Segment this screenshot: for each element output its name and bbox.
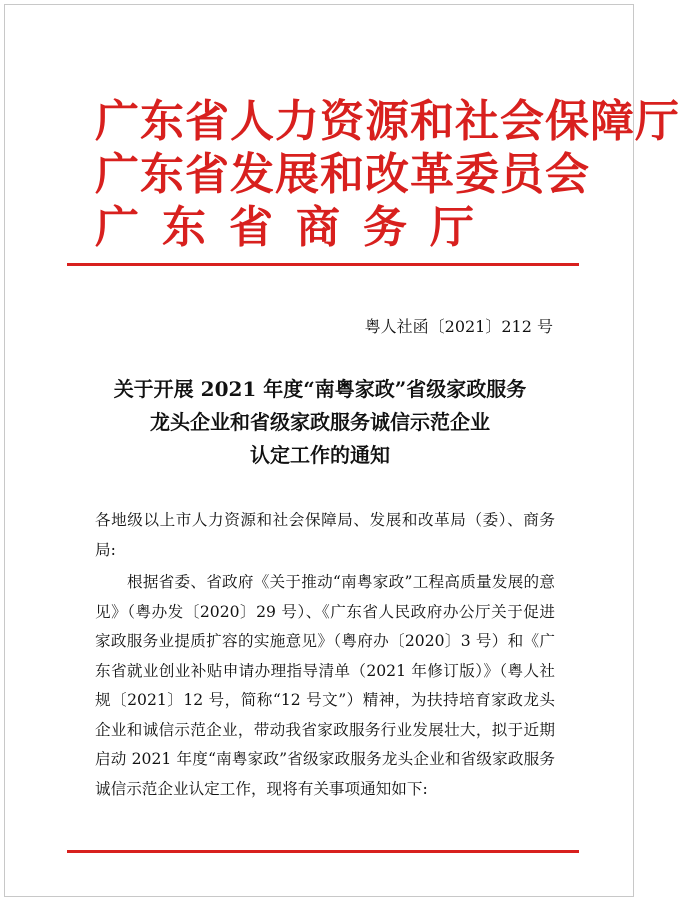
notice-title-line-3: 认定工作的通知 (250, 443, 390, 467)
red-separator-bottom (67, 850, 579, 853)
document-number: 粤人社函〔2021〕212 号 (364, 317, 553, 336)
document-page (4, 4, 680, 897)
notice-title-line-1: 关于开展 2021 年度“南粤家政”省级家政服务 (113, 377, 527, 401)
notice-title-line-2: 龙头企业和省级家政服务诚信示范企业 (150, 410, 490, 434)
issuer-name-commerce-dept: 广东省商务厅 (95, 202, 497, 253)
body-paragraph: 根据省委、省政府《关于推动“南粤家政”工程高质量发展的意见》（粤办发〔2020〕29 号）、《广东省人民政府办公厅关于促进家政服务业提质扩容的实施意见》（粤府办〔2020〕3 号）和《广东省就业创业补贴申请办理指导清单（2021 年修订版）》（粤人社规〔2021〕12 号，简称“12 号文”）精神，为扶持培育家政龙头企业和诚信示范企业，带动我省家政服务行业发展壮大，拟于近期启动 2021 年度“南粤家政”省级家政服务龙头企业和省级家政服务诚信示范企业认定工作，现将有关事项通知如下: (95, 573, 555, 798)
addressee: 各地级以上市人力资源和社会保障局、发展和改革局（委）、商务局: (95, 511, 555, 559)
issuer-name-development-commission: 广东省发展和改革委员会 (95, 149, 590, 200)
issuer-name-hr-dept: 广东省人力资源和社会保障厅 (95, 96, 680, 147)
red-separator-top (67, 263, 579, 266)
